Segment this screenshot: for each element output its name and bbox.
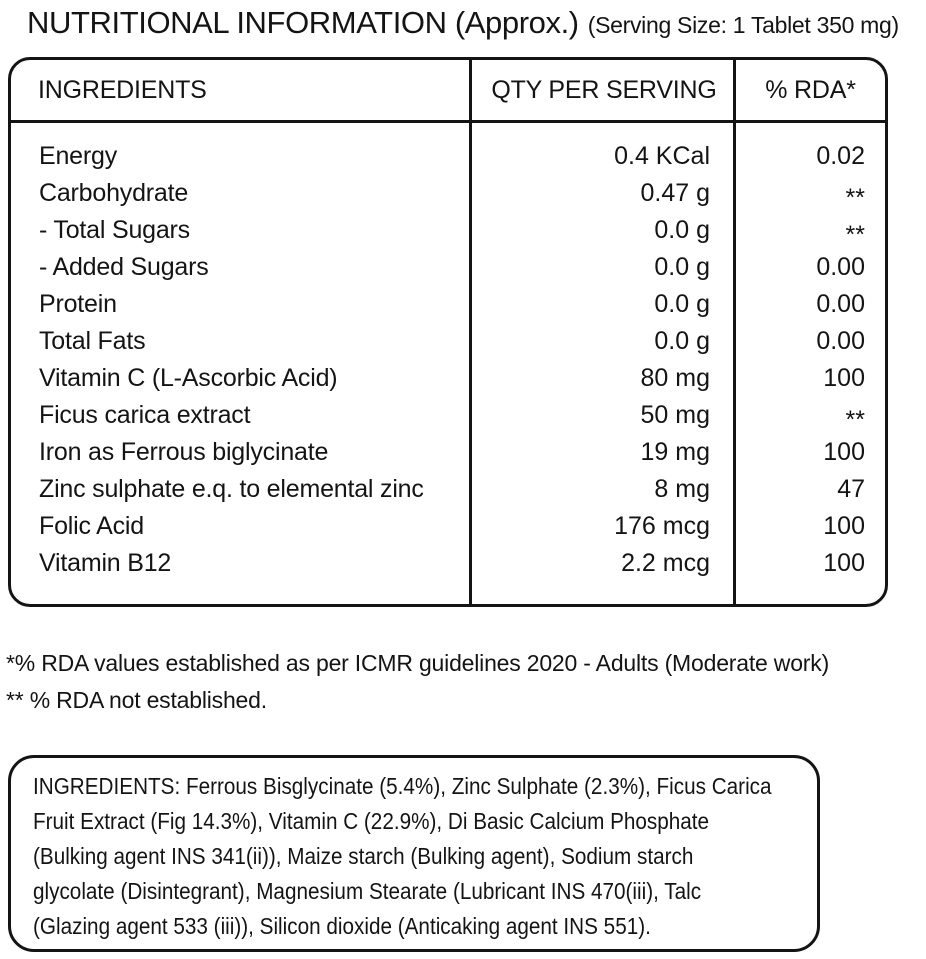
cell-rda: 47 [837, 475, 865, 503]
cell-name: Vitamin C (L-Ascorbic Acid) [39, 364, 338, 392]
header-rda: % RDA* [765, 75, 856, 104]
table-row [11, 508, 885, 545]
ingredients-box [8, 755, 820, 952]
ingredients-line: (Glazing agent 533 (iii)), Silicon dioxide (Anticaking agent INS 551). [33, 913, 651, 939]
cell-qty: 2.2 mcg [621, 549, 710, 577]
cell-qty: 8 mg [654, 475, 710, 503]
cell-name: Carbohydrate [39, 179, 189, 207]
label-title [27, 5, 899, 41]
ingredients-text [33, 769, 803, 944]
cell-qty: 0.0 g [654, 253, 710, 281]
cell-rda: 0.00 [816, 290, 865, 318]
cell-name: Folic Acid [39, 512, 144, 540]
table-header-row [11, 60, 885, 123]
header-ingredients: INGREDIENTS [38, 75, 207, 104]
cell-qty: 0.0 g [654, 290, 710, 318]
cell-name: Ficus carica extract [39, 401, 251, 429]
serving-size-text: (Serving Size: 1 Tablet 350 mg) [587, 12, 899, 38]
table-row [11, 360, 885, 397]
cell-name: Protein [39, 290, 117, 318]
cell-qty: 80 mg [640, 364, 710, 392]
table-row [11, 286, 885, 323]
rda-footnotes [6, 645, 829, 719]
label-title-main: NUTRITIONAL INFORMATION (Approx.) [27, 5, 579, 40]
cell-qty: 50 mg [640, 401, 710, 429]
cell-rda: 100 [823, 364, 865, 392]
cell-rda: 0.02 [816, 142, 865, 170]
ingredients-line: INGREDIENTS: Ferrous Bisglycinate (5.4%), Zinc Sulphate (2.3%), Ficus Carica [33, 773, 772, 799]
cell-name: Energy [39, 142, 118, 170]
table-row [11, 323, 885, 360]
table-row [11, 434, 885, 471]
cell-name: Vitamin B12 [39, 549, 172, 577]
header-qty-per-serving: QTY PER SERVING [491, 75, 717, 104]
table-row [11, 249, 885, 286]
cell-name: - Added Sugars [39, 253, 209, 281]
table-row [11, 471, 885, 508]
cell-name: Zinc sulphate e.q. to elemental zinc [39, 475, 424, 503]
cell-rda: ** [845, 406, 865, 434]
cell-rda: 0.00 [816, 327, 865, 355]
ingredients-line: Fruit Extract (Fig 14.3%), Vitamin C (22.9%), Di Basic Calcium Phosphate [33, 808, 710, 834]
cell-rda: 0.00 [816, 253, 865, 281]
cell-rda: ** [845, 184, 865, 212]
ingredients-line: (Bulking agent INS 341(ii)), Maize starch (Bulking agent), Sodium starch [33, 843, 694, 869]
cell-rda: ** [845, 221, 865, 249]
cell-qty: 176 mcg [614, 512, 710, 540]
ingredients-line: glycolate (Disintegrant), Magnesium Stearate (Lubricant INS 470(iii), Talc [33, 878, 702, 904]
cell-name: Total Fats [39, 327, 146, 355]
table-row [11, 138, 885, 175]
cell-qty: 0.0 g [654, 327, 710, 355]
cell-qty: 19 mg [640, 438, 710, 466]
table-row [11, 545, 885, 582]
cell-qty: 0.4 KCal [614, 142, 710, 170]
cell-rda: 100 [823, 512, 865, 540]
table-body [11, 123, 885, 604]
table-row [11, 397, 885, 434]
cell-qty: 0.47 g [640, 179, 710, 207]
cell-rda: 100 [823, 549, 865, 577]
cell-qty: 0.0 g [654, 216, 710, 244]
cell-name: - Total Sugars [39, 216, 190, 244]
table-row [11, 175, 885, 212]
cell-rda: 100 [823, 438, 865, 466]
nutrition-table [8, 57, 888, 607]
footnote-rda-not-established: ** % RDA not established. [6, 687, 267, 713]
footnote-rda-established: *% RDA values established as per ICMR guidelines 2020 - Adults (Moderate work) [6, 650, 830, 676]
table-row [11, 212, 885, 249]
cell-name: Iron as Ferrous biglycinate [39, 438, 329, 466]
